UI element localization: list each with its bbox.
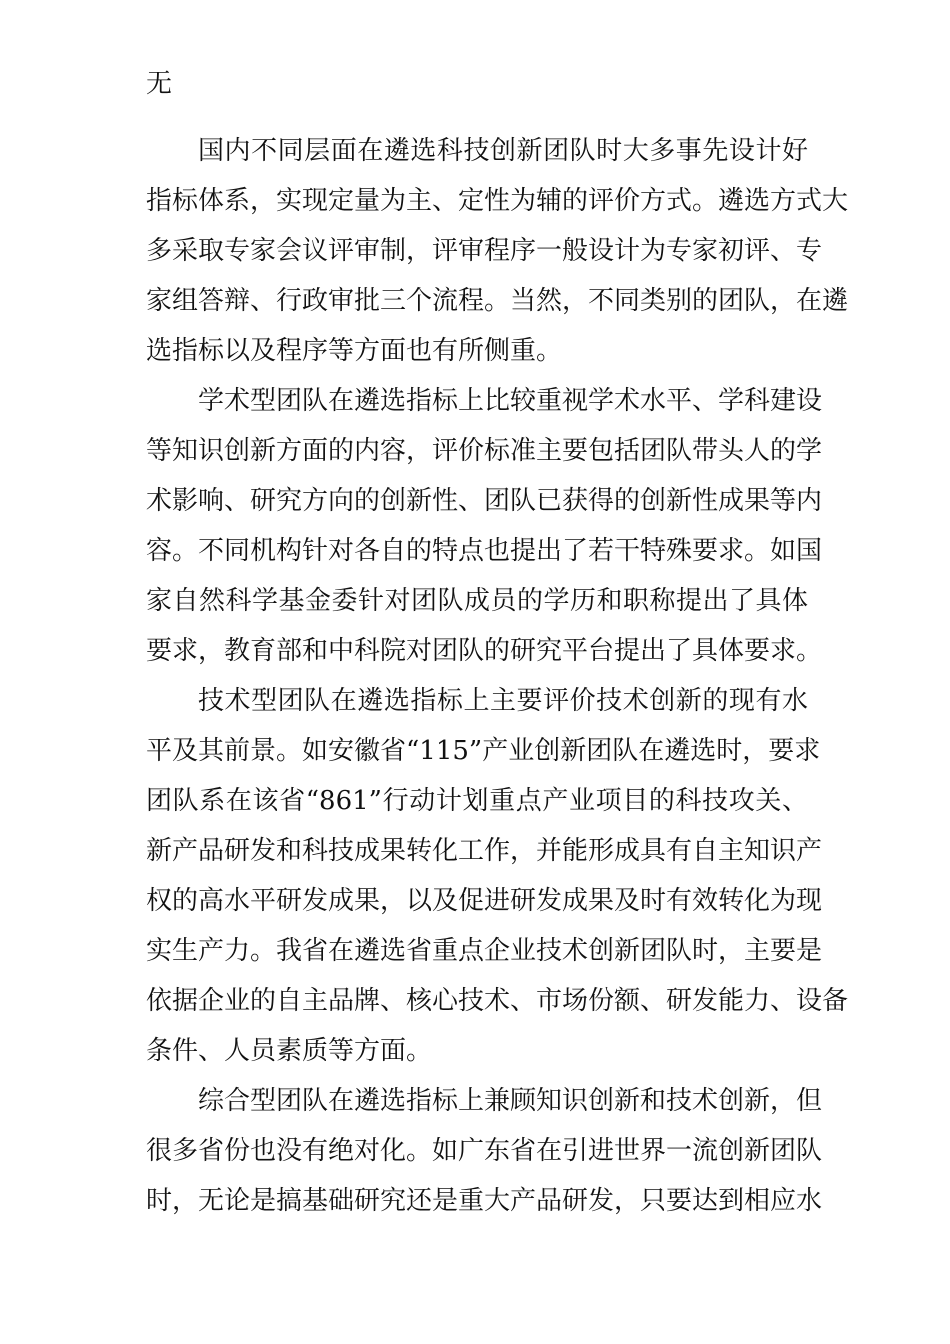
text-line: 指标体系，实现定量为主、定性为辅的评价方式。遴选方式大 (146, 186, 849, 216)
text-line: 新产品研发和科技成果转化工作，并能形成具有自主知识产 (146, 836, 823, 866)
text-line: 选指标以及程序等方面也有所侧重。 (146, 336, 563, 366)
paragraph-first-line: 技术型团队在遴选指标上主要评价技术创新的现有水 (198, 686, 808, 716)
text-line: 多采取专家会议评审制，评审程序一般设计为专家初评、专 (146, 236, 823, 266)
paragraph-first-line: 学术型团队在遴选指标上比较重视学术水平、学科建设 (198, 386, 823, 416)
text-line: 要求，教育部和中科院对团队的研究平台提出了具体要求。 (146, 636, 823, 666)
paragraph-first-line: 综合型团队在遴选指标上兼顾知识创新和技术创新，但 (198, 1086, 823, 1116)
text-line: 依据企业的自主品牌、核心技术、市场份额、研发能力、设备 (146, 986, 849, 1016)
text-line: 术影响、研究方向的创新性、团队已获得的创新性成果等内 (146, 486, 823, 516)
text-line: 团队系在该省“861”行动计划重点产业项目的科技攻关、 (146, 786, 808, 816)
text-line: 家组答辩、行政审批三个流程。当然，不同类别的团队，在遴 (146, 286, 849, 316)
text-line: 平及其前景。如安徽省“115”产业创新团队在遴选时，要求 (146, 736, 821, 766)
text-line: 时，无论是搞基础研究还是重大产品研发，只要达到相应水 (146, 1186, 823, 1216)
text-line: 实生产力。我省在遴选省重点企业技术创新团队时，主要是 (146, 936, 823, 966)
text-line: 等知识创新方面的内容，评价标准主要包括团队带头人的学 (146, 436, 823, 466)
text-line: 无 (146, 69, 173, 99)
text-line: 容。不同机构针对各自的特点也提出了若干特殊要求。如国 (146, 536, 823, 566)
text-line: 家自然科学基金委针对团队成员的学历和职称提出了具体 (146, 586, 808, 616)
text-line: 很多省份也没有绝对化。如广东省在引进世界一流创新团队 (146, 1136, 823, 1166)
text-line: 条件、人员素质等方面。 (146, 1036, 433, 1066)
paragraph-first-line: 国内不同层面在遴选科技创新团队时大多事先设计好 (198, 136, 808, 166)
text-line: 权的高水平研发成果，以及促进研发成果及时有效转化为现 (146, 886, 823, 916)
